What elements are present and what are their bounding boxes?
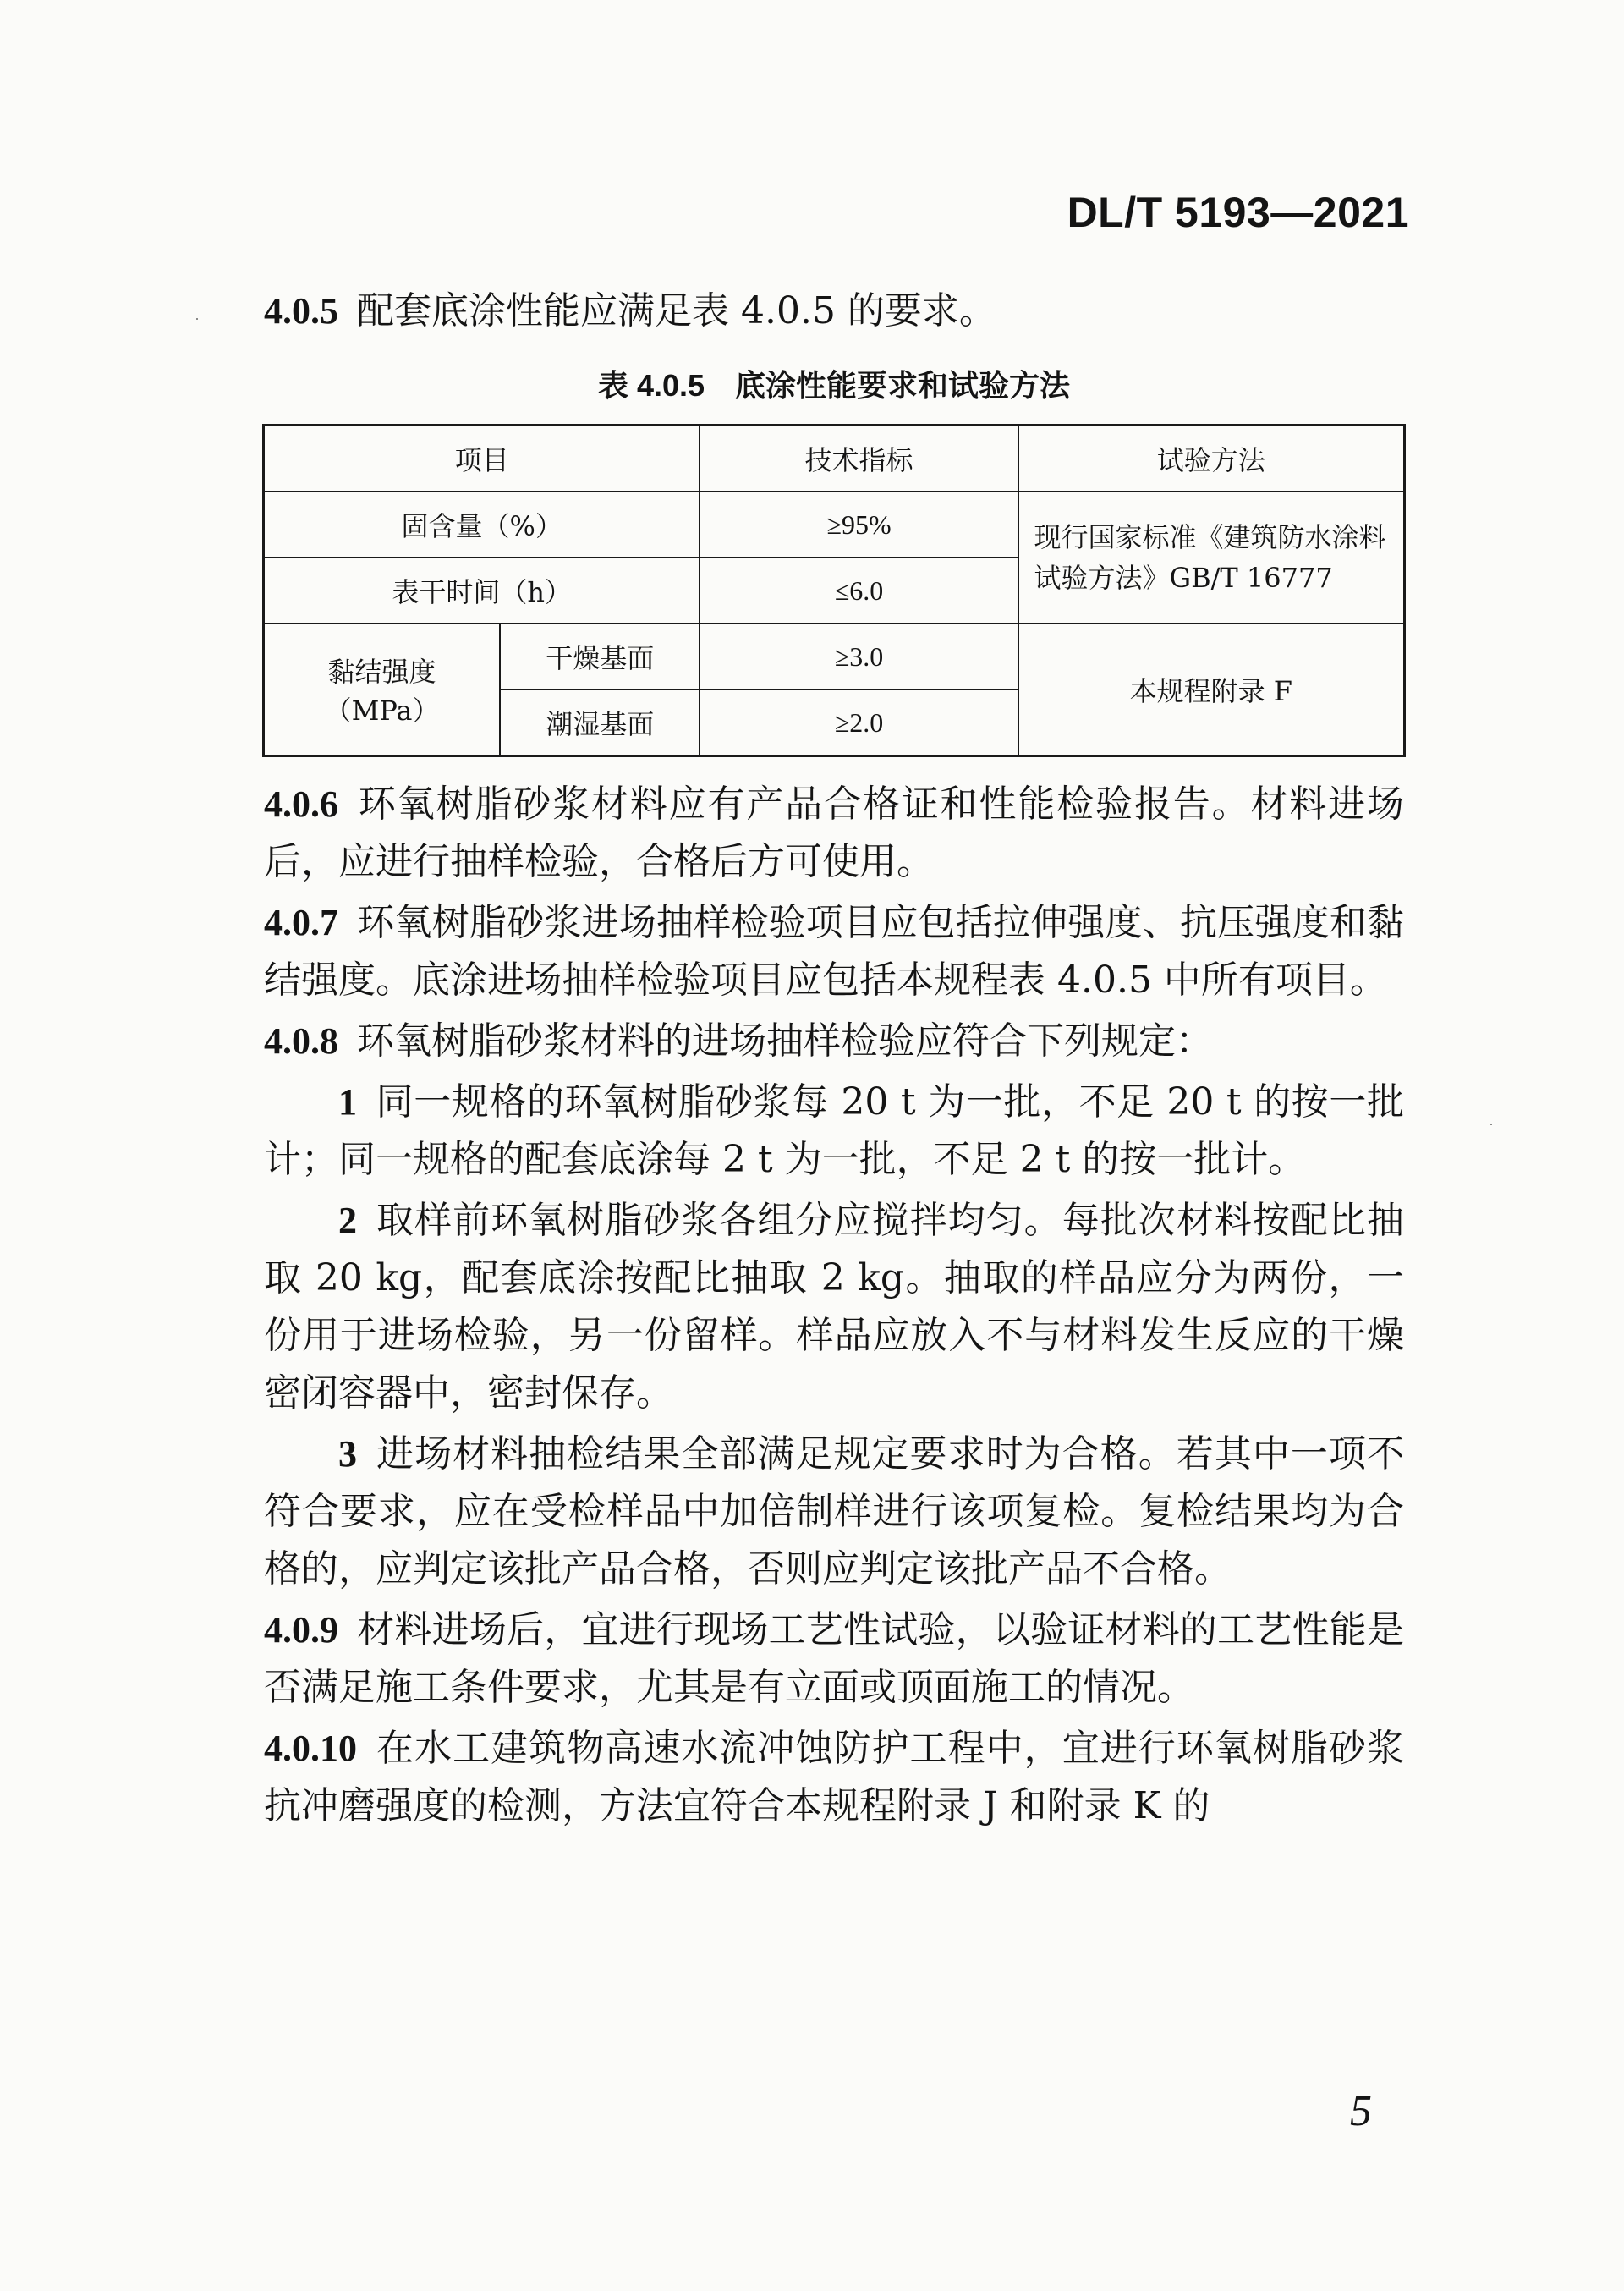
header-item: 项目	[264, 426, 700, 492]
clause-4-0-8-item-1	[264, 1074, 1404, 1189]
clause-number: 4.0.7	[264, 902, 338, 943]
document-body	[264, 283, 1404, 1838]
table-caption-number: 表 4.0.5	[597, 368, 705, 403]
primer-performance-table	[262, 424, 1406, 757]
cell-dry-substrate-value: ≥3.0	[700, 624, 1018, 689]
clause-4-0-5	[264, 283, 1404, 340]
scan-speck	[196, 318, 198, 320]
clause-4-0-8-item-2	[264, 1192, 1404, 1422]
cell-method-appendix-f: 本规程附录 F	[1018, 624, 1405, 756]
clause-4-0-7	[264, 894, 1404, 1009]
table-row	[264, 624, 1405, 689]
cell-solid-content-value: ≥95%	[700, 492, 1018, 558]
table-caption-title: 底涂性能要求和试验方法	[735, 369, 1071, 404]
bond-strength-unit: （MPa）	[324, 695, 440, 727]
item-number: 2	[338, 1200, 357, 1241]
clause-text: 环氧树脂砂浆进场抽样检验项目应包括拉伸强度、抗压强度和黏结强度。底涂进场抽样检验项目应包括本规程表 4.0.5 中所有项目。	[264, 901, 1404, 1002]
clause-4-0-8	[264, 1013, 1404, 1070]
cell-surface-dry-time-value: ≤6.0	[700, 558, 1018, 624]
cell-bond-strength	[264, 624, 501, 756]
clause-number: 4.0.6	[264, 783, 338, 825]
item-number: 1	[338, 1081, 357, 1123]
clause-text: 环氧树脂砂浆材料应有产品合格证和性能检验报告。材料进场后，应进行抽样检验，合格后方可使用。	[264, 783, 1404, 883]
header-method: 试验方法	[1018, 426, 1405, 492]
bond-strength-label: 黏结强度	[327, 656, 436, 688]
clause-4-0-8-item-3	[264, 1426, 1404, 1598]
clause-text: 环氧树脂砂浆材料的进场抽样检验应符合下列规定：	[357, 1019, 1213, 1063]
table-row	[264, 492, 1405, 558]
clause-number: 4.0.8	[264, 1020, 338, 1062]
cell-surface-dry-time: 表干时间（h）	[264, 558, 700, 624]
standard-number: DL/T 5193—2021	[1067, 189, 1409, 236]
clause-number: 4.0.5	[264, 290, 338, 332]
clause-4-0-9	[264, 1602, 1404, 1717]
scan-speck	[1490, 1124, 1492, 1125]
cell-solid-content: 固含量（%）	[264, 492, 700, 558]
header-index: 技术指标	[700, 426, 1018, 492]
page-number: 5	[1350, 2087, 1372, 2135]
clause-text: 配套底涂性能应满足表 4.0.5 的要求。	[357, 289, 996, 332]
clause-4-0-10	[264, 1720, 1404, 1835]
item-text: 同一规格的环氧树脂砂浆每 20 t 为一批，不足 20 t 的按一批计；同一规格的配套底涂每 2 t 为一批，不足 2 t 的按一批计。	[264, 1080, 1404, 1181]
clause-4-0-6	[264, 776, 1404, 891]
cell-dry-substrate: 干燥基面	[500, 624, 700, 689]
clause-text: 在水工建筑物高速水流冲蚀防护工程中，宜进行环氧树脂砂浆抗冲磨强度的检测，方法宜符合本规程附录 J 和附录 K 的	[264, 1727, 1404, 1827]
clause-number: 4.0.9	[264, 1609, 338, 1651]
clause-number: 4.0.10	[264, 1728, 357, 1769]
item-text: 取样前环氧树脂砂浆各组分应搅拌均匀。每批次材料按配比抽取 20 kg，配套底涂按配比抽取 2 kg。抽取的样品应分为两份，一份用于进场检验，另一份留样。样品应放入不与材料发生反应的干燥密闭容器中，密封保存。	[264, 1199, 1404, 1415]
table-caption	[264, 362, 1404, 405]
cell-wet-substrate: 潮湿基面	[500, 689, 700, 756]
item-number: 3	[338, 1433, 357, 1475]
clause-text: 材料进场后，宜进行现场工艺性试验，以验证材料的工艺性能是否满足施工条件要求，尤其是有立面或顶面施工的情况。	[264, 1608, 1404, 1709]
cell-wet-substrate-value: ≥2.0	[700, 689, 1018, 756]
table-header-row	[264, 426, 1405, 492]
item-text: 进场材料抽检结果全部满足规定要求时为合格。若其中一项不符合要求，应在受检样品中加倍制样进行该项复检。复检结果均为合格的，应判定该批产品合格，否则应判定该批产品不合格。	[264, 1432, 1404, 1591]
cell-method-national-standard: 现行国家标准《建筑防水涂料试验方法》GB/T 16777	[1018, 492, 1405, 624]
